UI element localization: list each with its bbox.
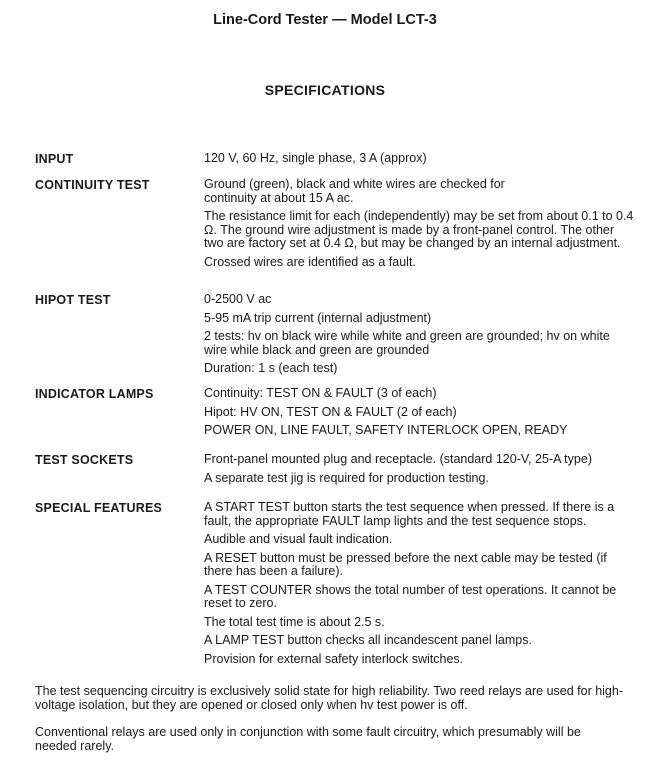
spec-label: TEST SOCKETS [35, 453, 134, 467]
spec-paragraph: The resistance limit for each (independently) may be set from about 0.1 to 0.4 Ω. The ground wire adjustment is made by a front-panel control. The other two are factory set at 0.4 Ω, but may be changed by an internal adjustment. [204, 209, 634, 250]
spec-paragraph: Front-panel mounted plug and receptacle. (standard 120-V, 25-A type) [204, 452, 592, 466]
spec-paragraph: 120 V, 60 Hz, single phase, 3 A (approx) [204, 151, 427, 165]
spec-label: SPECIAL FEATURES [35, 501, 163, 515]
spec-paragraph: 0-2500 V ac [204, 292, 272, 306]
footer-paragraph: The test sequencing circuitry is exclusively solid state for high reliability. Two reed relays are used for high-voltage isolation, but they are opened or closed only when hv test power is off. [35, 684, 624, 712]
spec-paragraph: A separate test jig is required for production testing. [204, 470, 489, 485]
spec-body [204, 387, 634, 443]
spec-label: INDICATOR LAMPS [35, 387, 154, 401]
spec-body [204, 501, 634, 671]
spec-paragraph: POWER ON, LINE FAULT, SAFETY INTERLOCK OPEN, READY [204, 423, 568, 437]
spec-body [204, 293, 634, 381]
spec-paragraph: Provision for external safety interlock switches. [204, 651, 464, 666]
spec-paragraph: Crossed wires are identified as a fault. [204, 254, 416, 269]
spec-paragraph: 5-95 mA trip current (internal adjustment) [204, 310, 432, 325]
spec-body [204, 178, 634, 274]
spec-paragraph: 2 tests: hv on black wire while white and green are grounded; hv on white wire while black and green are grounded [204, 329, 610, 357]
spec-paragraph: A TEST COUNTER shows the total number of test operations. It cannot be reset to zero. [204, 582, 617, 610]
spec-paragraph: Continuity: TEST ON & FAULT (3 of each) [204, 386, 437, 400]
spec-paragraph: A LAMP TEST button checks all incandescent panel lamps. [204, 633, 532, 647]
spec-paragraph: Duration: 1 s (each test) [204, 361, 338, 375]
spec-paragraph: A START TEST button starts the test sequence when pressed. If there is a fault, the appropriate FAULT lamp lights and the test sequence stops. [204, 500, 615, 528]
spec-label: HIPOT TEST [35, 293, 111, 307]
document-title: Line-Cord Tester — Model LCT-3 [213, 12, 437, 28]
spec-body [204, 152, 634, 171]
section-heading: SPECIFICATIONS [264, 82, 386, 98]
spec-paragraph: Audible and visual fault indication. [204, 532, 393, 546]
spec-paragraph: A RESET button must be pressed before the next cable may be tested (if there has been a failure). [204, 550, 607, 578]
spec-paragraph: Hipot: HV ON, TEST ON & FAULT (2 of each) [204, 404, 457, 419]
footer-paragraph: Conventional relays are used only in conjunction with some fault circuitry, which presumably will be needed rarely. [35, 725, 581, 753]
spec-paragraph: Ground (green), black and white wires are checked for continuity at about 15 A ac. [204, 177, 505, 205]
spec-label: INPUT [35, 152, 74, 166]
spec-body [204, 453, 634, 490]
spec-paragraph: The total test time is about 2.5 s. [204, 614, 385, 629]
spec-label: CONTINUITY TEST [35, 178, 150, 192]
